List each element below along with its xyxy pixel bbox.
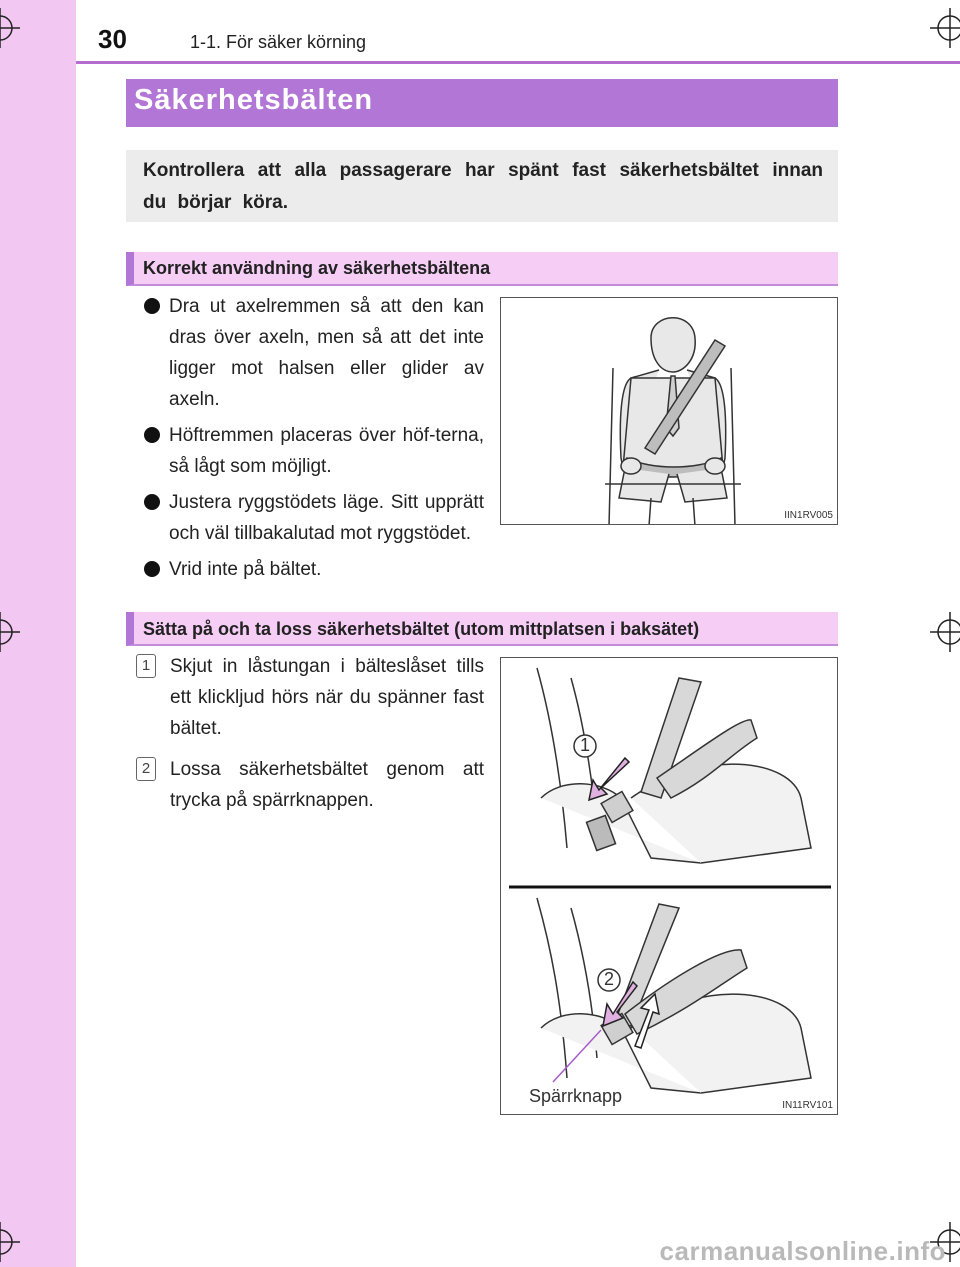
bullet-text: Dra ut axelremmen så att den kan dras över axeln, men så att det inte ligger mot halsen eller glider av axeln. xyxy=(169,296,484,410)
buckle-illustration xyxy=(500,657,838,1115)
step-text: Skjut in låstungan i bälteslåset tills ett klickljud hörs när du spänner fast bältet. xyxy=(170,656,484,739)
page-title: Säkerhetsbälten xyxy=(134,84,374,116)
callout-2: 2 xyxy=(604,969,615,989)
crop-mark-icon xyxy=(930,612,960,652)
bullet-text: Höftremmen placeras över höf-terna, så lågt som möjligt. xyxy=(169,425,484,477)
list-item xyxy=(136,651,484,744)
step-list xyxy=(136,651,484,826)
bullet-text: Vrid inte på bältet. xyxy=(169,559,322,580)
figure-code: IIN1RV005 xyxy=(784,510,833,521)
release-button-label: Spärrknapp xyxy=(529,1086,623,1106)
header-rule xyxy=(76,61,960,64)
figure-code: IN11RV101 xyxy=(782,1100,833,1111)
bullet-icon xyxy=(144,298,160,314)
list-item xyxy=(144,487,484,549)
section-heading-correct-use: Korrekt användning av säkerhetsbältena xyxy=(143,258,491,278)
step-number: 2 xyxy=(136,757,156,781)
seated-occupant-illustration xyxy=(500,297,838,525)
seated-person-icon xyxy=(501,298,838,525)
bullet-list xyxy=(144,291,484,590)
step-text: Lossa säkerhetsbältet genom att trycka på spärrknappen. xyxy=(170,759,484,811)
intro-text: Kontrollera att alla passagerare har spänt fast säkerhetsbältet innan du börjar köra. xyxy=(143,160,823,213)
seatbelt-buckle-icon xyxy=(501,658,838,1115)
bullet-text: Justera ryggstödets läge. Sitt upprätt och väl tillbakalutad mot ryggstödet. xyxy=(169,492,484,544)
crop-mark-icon xyxy=(0,1222,20,1262)
list-item xyxy=(144,420,484,482)
crop-mark-icon xyxy=(0,612,20,652)
crop-mark-icon xyxy=(930,8,960,48)
crop-mark-icon xyxy=(0,8,20,48)
list-item xyxy=(144,554,484,585)
list-item xyxy=(136,754,484,816)
watermark: carmanualsonline.info xyxy=(659,1236,946,1266)
section-heading-fasten-unfasten: Sätta på och ta loss säkerhetsbältet (utom mittplatsen i baksätet) xyxy=(143,619,700,639)
list-item xyxy=(144,291,484,415)
page-number: 30 xyxy=(98,24,127,54)
callout-1: 1 xyxy=(580,735,591,755)
bullet-icon xyxy=(144,494,160,510)
bullet-icon xyxy=(144,427,160,443)
section-reference: 1-1. För säker körning xyxy=(190,32,367,52)
step-number: 1 xyxy=(136,654,156,678)
bullet-icon xyxy=(144,561,160,577)
